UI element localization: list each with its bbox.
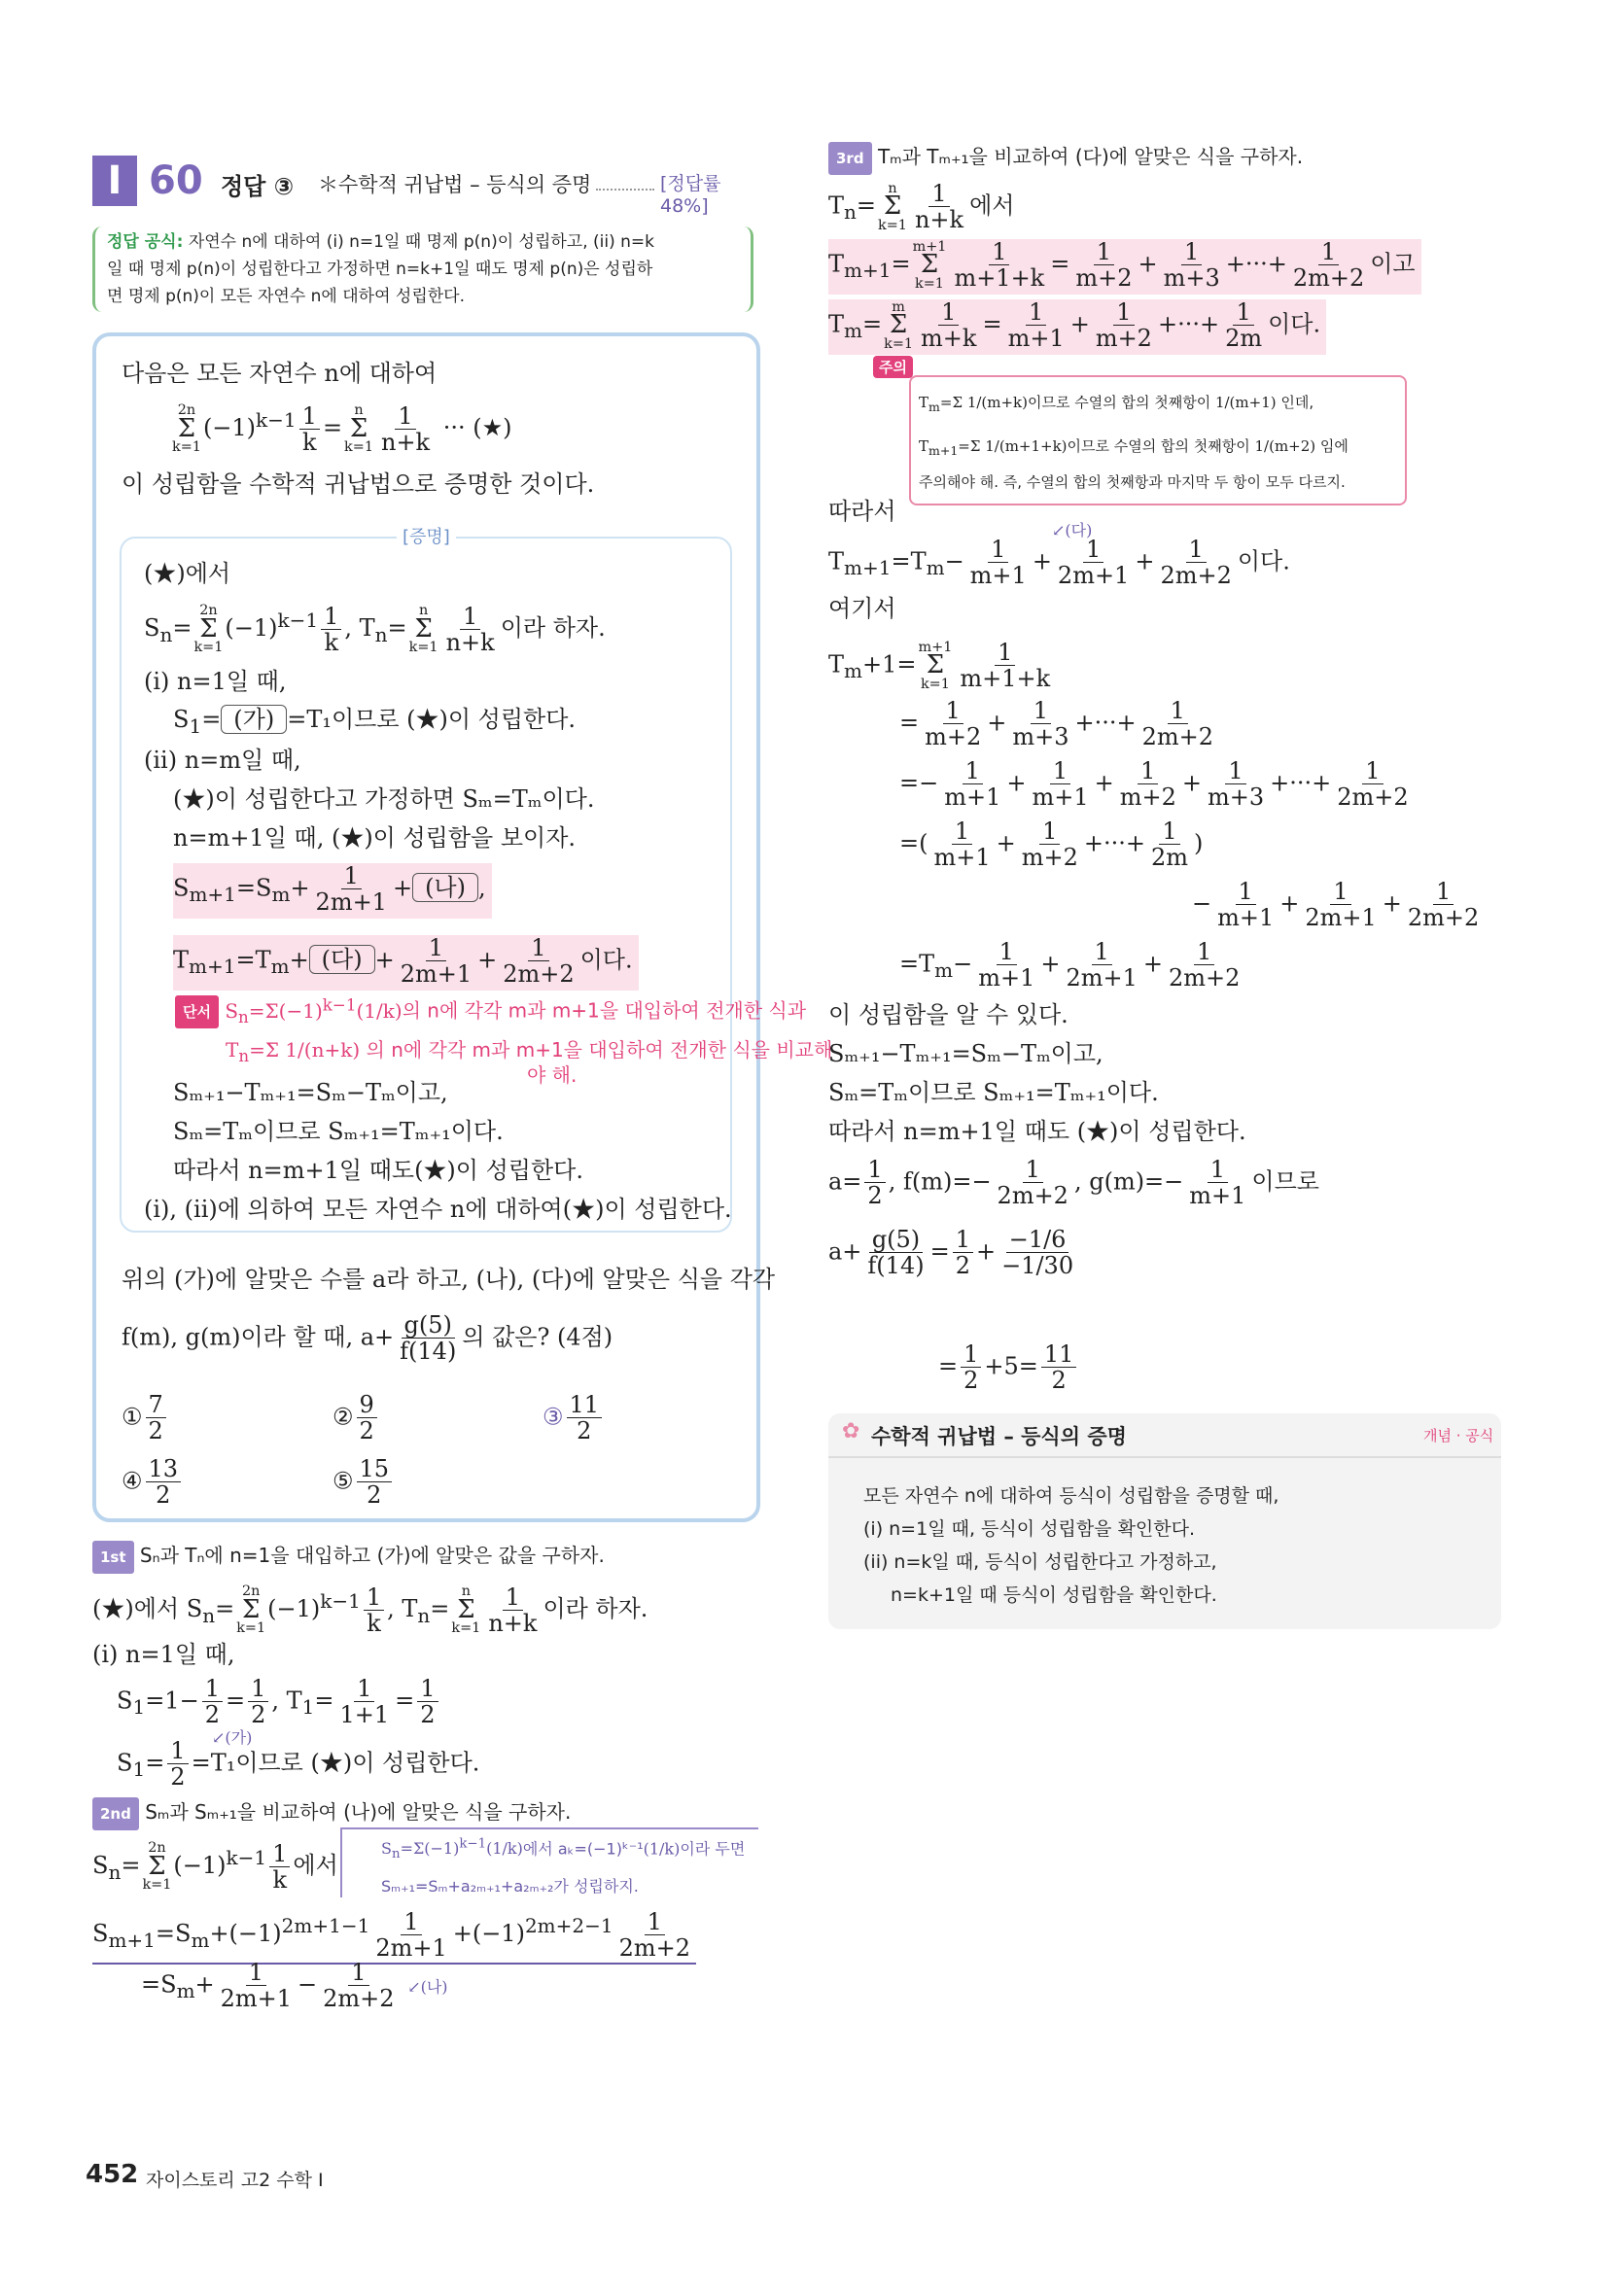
caution-line-3: 주의해야 해. 즉, 수열의 합의 첫째항과 마지막 두 항이 모두 다르지. [919, 473, 1346, 491]
topic-label: ＊수학적 귀납법 – 등식의 증명 [318, 173, 592, 196]
problem-number: 60 [149, 158, 203, 203]
therefore-label: 따라서 [828, 498, 896, 525]
caution-badge: 주의 [873, 356, 913, 378]
question-line-1: 위의 (가)에 알맞은 수를 a라 하고, (나), (다)에 알맞은 식을 각각 [122, 1266, 776, 1293]
proof-claim: 이 성립함을 수학적 귀납법으로 증명한 것이다. [122, 470, 595, 498]
proof-line-8: $S_{m+1}=S_m+$ $\frac{1}{2m+1}$ + (나) , [173, 863, 492, 919]
proof-line-7: n=m+1일 때, (★)이 성립함을 보이자. [173, 824, 577, 852]
here-label: 여기서 [828, 595, 896, 622]
question-line-2: f(m), g(m)이라 할 때, a+ $\frac{g(5)}{f(14)}$ 의 값은? (4점) [122, 1311, 613, 1366]
choice-1[interactable]: ① $\frac{7}{2}$ [122, 1392, 169, 1444]
choice-2[interactable]: ② $\frac{9}{2}$ [333, 1392, 380, 1444]
hint-badge: 단서 [175, 995, 219, 1028]
established-line: 이 성립함을 알 수 있다. [828, 1001, 1068, 1028]
star-statement: 2n Σ k=1 $(-1)^{k-1}$ $\frac{1}{k}$ = n Σ k=1 $\frac{1}{n+k}$ ··· (★) [172, 401, 512, 456]
final-calc-2: = $\frac{1}{2}$ +5= $\frac{11}{2}$ [938, 1341, 1079, 1394]
step1-line-2: (i) n=1일 때, [92, 1641, 235, 1668]
concept-line-4: n=k+1일 때 등식이 성립함을 확인한다. [891, 1584, 1217, 1606]
proof-line-10: Sₘ₊₁−Tₘ₊₁=Sₘ−Tₘ이고, [173, 1079, 448, 1106]
step1-line-1: (★)에서 $S_n=$ 2n Σ k=1 $(-1)^{k-1}$ $\frac{1}{k}$ , $T_n=$ n Σ k=1 $\frac{1}{n+k}$ 이라 하자. [92, 1583, 648, 1637]
answer-label: 정답 ③ [221, 173, 295, 200]
right-r3: 따라서 n=m+1일 때도 (★)이 성립한다. [828, 1118, 1246, 1145]
formula-line-1: 자연수 n에 대하여 (i) n=1일 때 명제 p(n)이 성립하고, (ii) n=k [188, 232, 655, 252]
problem-header [92, 156, 763, 217]
chapter-badge: I [92, 156, 137, 206]
proof-line-12: 따라서 n=m+1일 때도(★)이 성립한다. [173, 1157, 583, 1184]
step1-line-3: $S_1=1-$ $\frac{1}{2}$ = $\frac{1}{2}$ , $T_1=$ $\frac{1}{1+1}$ = $\frac{1}{2}$ [117, 1676, 441, 1731]
t-relation: $T_{m+1}=T_m-$ $\frac{1}{m+1}$ + $\frac{1}{2m+1}$ + $\frac{1}{2m+2}$ 이다. [828, 536, 1290, 590]
step3-title: 3rd Tₘ과 Tₘ₊₁을 비교하여 (다)에 알맞은 식을 구하자. [828, 141, 1303, 175]
concept-line-2: (i) n=1일 때, 등식이 성립함을 확인한다. [863, 1518, 1196, 1540]
proof-label: [증명] [397, 523, 456, 548]
na-note: ↙(나) [407, 1977, 448, 1997]
dotted-leader [596, 189, 654, 191]
deriv-3: =− $\frac{1}{m+1}$ + $\frac{1}{m+1}$ + $\frac{1}{m+2}$ + $\frac{1}{m+3}$ +···+ $\frac{1}{2m+2}$ [899, 757, 1409, 812]
formula-label: 정답 공식: [107, 232, 184, 252]
step2-line-1: $S_n=$ 2n Σ k=1 $(-1)^{k-1}$ $\frac{1}{k}$ 에서 [92, 1839, 338, 1894]
deriv-4: =( $\frac{1}{m+1}$ + $\frac{1}{m+2}$ +···+ $\frac{1}{2m}$ ) [899, 818, 1204, 872]
step2-badge: 2nd [92, 1797, 139, 1830]
caution-box [909, 375, 1407, 505]
proof-line-5: (ii) n=m일 때, [144, 747, 301, 774]
right-r1: Sₘ₊₁−Tₘ₊₁=Sₘ−Tₘ이고, [828, 1040, 1103, 1067]
deriv-2: = $\frac{1}{m+2}$ + $\frac{1}{m+3}$ +···+ $\frac{1}{2m+2}$ [899, 697, 1214, 751]
step1-line-4: $S_1=$ $\frac{1}{2}$ =T₁이므로 (★)이 성립한다. [117, 1737, 480, 1792]
proof-line-4: $S_1=$ (가) =T₁이므로 (★)이 성립한다. [173, 706, 577, 738]
step1-title: 1st Sₙ과 Tₙ에 n=1을 대입하고 (가)에 알맞은 값을 구하자. [92, 1540, 605, 1574]
deriv-5: − $\frac{1}{m+1}$ + $\frac{1}{2m+1}$ + $\frac{1}{2m+2}$ [1192, 878, 1480, 932]
right-r2: Sₘ=Tₘ이므로 Sₘ₊₁=Tₘ₊₁이다. [828, 1079, 1159, 1106]
proof-line-1: (★)에서 [144, 560, 231, 587]
deriv-6: $=T_m-$ $\frac{1}{m+1}$ + $\frac{1}{2m+1}$ + $\frac{1}{2m+2}$ [899, 938, 1241, 992]
problem-intro: 다음은 모든 자연수 n에 대하여 [122, 360, 438, 387]
concept-box [828, 1413, 1501, 1629]
formula-line-2: 일 때 명제 p(n)이 성립한다고 가정하면 n=k+1일 때도 명제 p(n)은 성립하 [107, 260, 653, 279]
flower-icon: ✿ [842, 1419, 860, 1444]
step3-badge: 3rd [828, 142, 872, 175]
t-def: $T_n=$ n Σ k=1 $\frac{1}{n+k}$ 에서 [828, 180, 1015, 234]
step2-title: 2nd Sₘ과 Sₘ₊₁을 비교하여 (나)에 알맞은 식을 구하자. [92, 1796, 571, 1830]
t-m1: $T_{m+1}=$ m+1 Σ k=1 $\frac{1}{m+1+k}$ = $\frac{1}{m+2}$ + $\frac{1}{m+3}$ +···+ $\frac{1}{2m+2}$ 이고 [828, 239, 1421, 295]
blank-na: (나) [412, 873, 478, 902]
t-m: $T_m=$ m Σ k=1 $\frac{1}{m+k}$ = $\frac{1}{m+1}$ + $\frac{1}{m+2}$ +···+ $\frac{1}{2m}$ 이다. [828, 299, 1326, 355]
concept-line-3: (ii) n=k일 때, 등식이 성립한다고 가정하고, [863, 1551, 1217, 1573]
blank-ga: (가) [221, 705, 287, 734]
da-note: ↙(다) [1052, 521, 1093, 539]
final-calc-1: a+ $\frac{g(5)}{f(14)}$ = $\frac{1}{2}$ + $\frac{-1/6}{-1/30}$ [828, 1226, 1074, 1280]
book-title: 자이스토리 고2 수학 I [146, 2170, 324, 2191]
choice-5[interactable]: ⑤ $\frac{15}{2}$ [333, 1456, 395, 1509]
correct-answer-mark: ③ [543, 1403, 564, 1431]
values-line: a= $\frac{1}{2}$ , f(m)=− $\frac{1}{2m+2}$ , g(m)=− $\frac{1}{m+1}$ 이므로 [828, 1156, 1319, 1210]
concept-tag: 개념 · 공식 [1423, 1427, 1494, 1444]
formula-line-3: 면 명제 p(n)이 모든 자연수 n에 대하여 성립한다. [107, 287, 466, 306]
deriv-1: $T_m+1=$ m+1 Σ k=1 $\frac{1}{m+1+k}$ [828, 639, 1051, 693]
choice-3[interactable]: ③ $\frac{11}{2}$ [543, 1392, 605, 1444]
ga-note: ↙(가) [212, 1728, 253, 1747]
step1-badge: 1st [92, 1541, 134, 1574]
step2-line-3: $=S_m+$ $\frac{1}{2m+1}$ − $\frac{1}{2m+2}$ ↙(나) [141, 1959, 448, 2013]
proof-line-3: (i) n=1일 때, [144, 668, 287, 695]
rate-label: [정답률 48%] [660, 173, 721, 217]
caution-line-1: $T_m=\Sigma$ 1/(m+k)이므로 수열의 합의 첫째항이 1/(m+1) 인데, [919, 394, 1314, 414]
proof-line-6: (★)이 성립한다고 가정하면 Sₘ=Tₘ이다. [173, 785, 595, 813]
blank-da: (다) [309, 945, 375, 974]
caution-line-2: $T_{m+1}=\Sigma$ 1/(m+1+k)이므로 수열의 합의 첫째항이 1/(m+2) 임에 [919, 437, 1348, 458]
concept-line-1: 모든 자연수 n에 대하여 등식이 성립함을 증명할 때, [863, 1485, 1279, 1507]
hint-line-1: 단서 $S_n=\Sigma(-1)^{k-1}(1/k)$의 n에 각각 m과 m+1을 대입하여 전개한 식과 [175, 990, 806, 1033]
step2-note: $S_n=\Sigma(-1)^{k-1}(1/k)$에서 aₖ=(−1)ᵏ⁻¹(1/k)이라 두면 Sₘ₊₁=Sₘ+a₂ₘ₊₁+a₂ₘ₊₂가 성립하지. [340, 1827, 758, 1897]
formula-box [92, 226, 753, 312]
proof-line-11: Sₘ=Tₘ이므로 Sₘ₊₁=Tₘ₊₁이다. [173, 1118, 504, 1145]
proof-line-9: $T_{m+1}=T_m+$ (다) + $\frac{1}{2m+1}$ + $\frac{1}{2m+2}$ 이다. [173, 935, 639, 991]
step2-line-2: $S_{m+1}=S_m+(-1)^{2m+1-1}$ $\frac{1}{2m+1}$ $+(-1)^{2m+2-1}$ $\frac{1}{2m+2}$ [92, 1903, 696, 1965]
hint-line-3: 야 해. [527, 1063, 578, 1087]
proof-line-13: (i), (ii)에 의하여 모든 자연수 n에 대하여(★)이 성립한다. [144, 1196, 732, 1223]
concept-title: 수학적 귀납법 – 등식의 증명 [871, 1425, 1127, 1448]
proof-line-2: $S_n=$ 2n Σ k=1 $(-1)^{k-1}$ $\frac{1}{k}$ , $T_n=$ n Σ k=1 $\frac{1}{n+k}$ 이라 하자. [144, 602, 606, 656]
page-number: 452 [86, 2160, 139, 2189]
choice-4[interactable]: ④ $\frac{13}{2}$ [122, 1456, 184, 1509]
star-label: ··· (★) [442, 414, 512, 441]
hint-line-2: $T_n=\Sigma$ 1/(n+k) 의 n에 각각 m과 m+1을 대입하여 전개한 식을 비교해 [226, 1038, 833, 1065]
